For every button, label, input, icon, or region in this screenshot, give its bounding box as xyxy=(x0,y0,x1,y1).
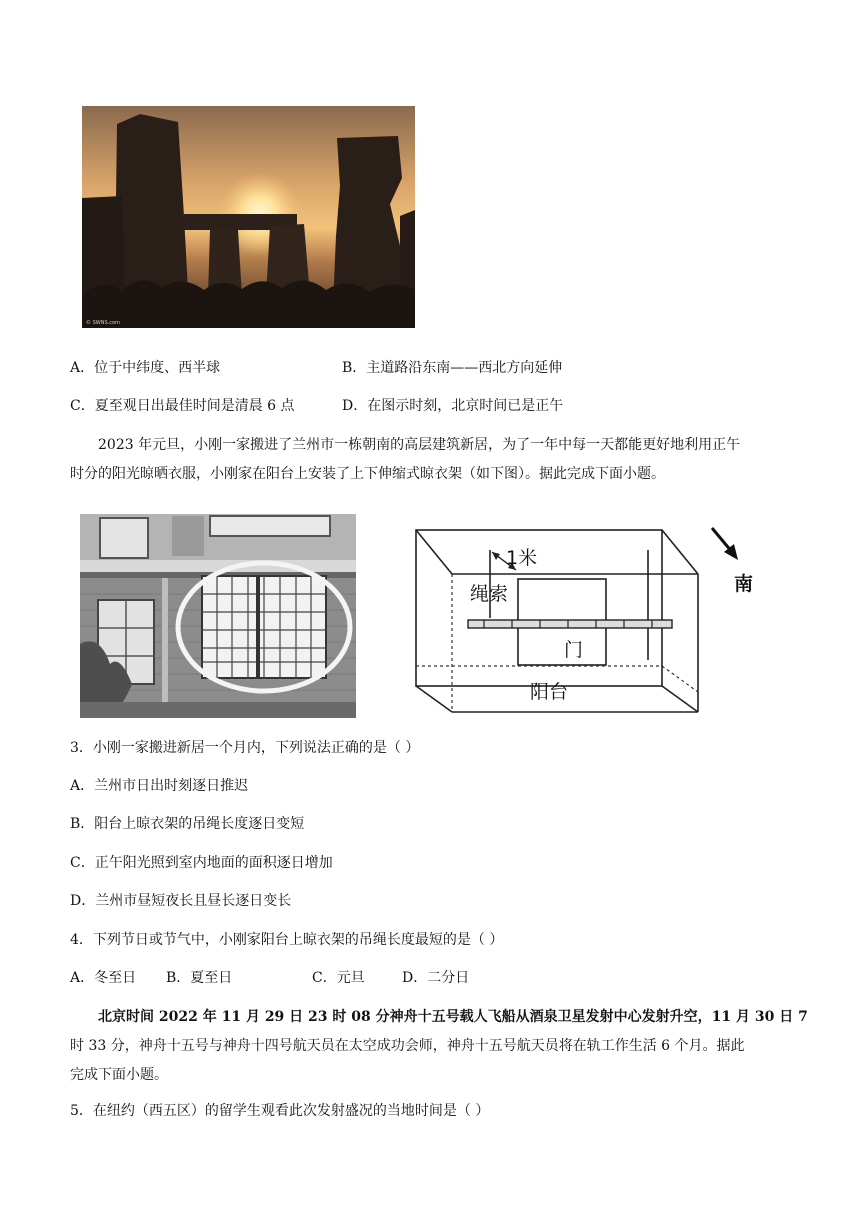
q4-option-b: B．夏至日 xyxy=(166,970,233,986)
label-balcony: 阳台 xyxy=(530,681,569,703)
context2-line2: 时分的阳光晾晒衣服，小刚家在阳台上安装了上下伸缩式晾衣架（如下图）。据此完成下面小题。 xyxy=(70,466,665,482)
q4-option-a: A．冬至日 xyxy=(70,970,137,986)
stonehenge-sunset-image xyxy=(82,106,415,328)
q5-stem: 5．在纽约（西五区）的留学生观看此次发射盛况的当地时间是（ ） xyxy=(70,1103,490,1119)
label-rope: 绳索 xyxy=(470,583,509,605)
stonehenge-sunset-photo xyxy=(82,106,415,328)
q3-option-d: D．兰州市昼短夜长且昼长逐日变长 xyxy=(70,893,292,909)
q4-stem: 4．下列节日或节气中，小刚家阳台上晾衣架的吊绳长度最短的是（ ） xyxy=(70,932,504,948)
label-1m: 1米 xyxy=(506,547,538,569)
option-a: A．位于中纬度、西半球 xyxy=(70,360,221,376)
south-arrow-icon xyxy=(712,528,738,560)
q3-option-a: A．兰州市日出时刻逐日推迟 xyxy=(70,778,249,794)
balcony-diagram-svg xyxy=(412,526,772,718)
q4-option-d: D．二分日 xyxy=(402,970,470,986)
context3-line2: 时 33 分，神舟十五号与神舟十四号航天员在太空成功会师，神舟十五号航天员将在轨工作生活 6 个月。据此 xyxy=(70,1038,745,1054)
q3-option-c: C．正午阳光照到室内地面的面积逐日增加 xyxy=(70,855,333,871)
option-b: B．主道路沿东南——西北方向延伸 xyxy=(342,360,563,376)
q4-option-c: C．元旦 xyxy=(312,970,365,986)
q3-option-b: B．阳台上晾衣架的吊绳长度逐日变短 xyxy=(70,816,305,832)
context2-line1: 2023 年元旦，小刚一家搬进了兰州市一栋朝南的高层建筑新居，为了一年中每一天都能更好地利用正午 xyxy=(98,437,741,453)
building-window-image xyxy=(80,514,356,718)
context3-line3: 完成下面小题。 xyxy=(70,1067,168,1083)
label-south: 南 xyxy=(734,573,754,595)
option-d: D．在图示时刻，北京时间已是正午 xyxy=(342,398,564,414)
label-door: 门 xyxy=(564,639,584,661)
balcony-diagram xyxy=(412,526,772,718)
building-window-photo xyxy=(80,514,356,718)
photo-watermark: © SWNS.com xyxy=(86,320,120,326)
option-c: C．夏至观日出最佳时间是清晨 6 点 xyxy=(70,398,295,414)
context3-line1: 北京时间 2022 年 11 月 29 日 23 时 08 分神舟十五号载人飞船从酒泉卫星发射中心发射升空，11 月 30 日 7 xyxy=(98,1009,808,1025)
q3-stem: 3．小刚一家搬进新居一个月内，下列说法正确的是（ ） xyxy=(70,740,420,756)
